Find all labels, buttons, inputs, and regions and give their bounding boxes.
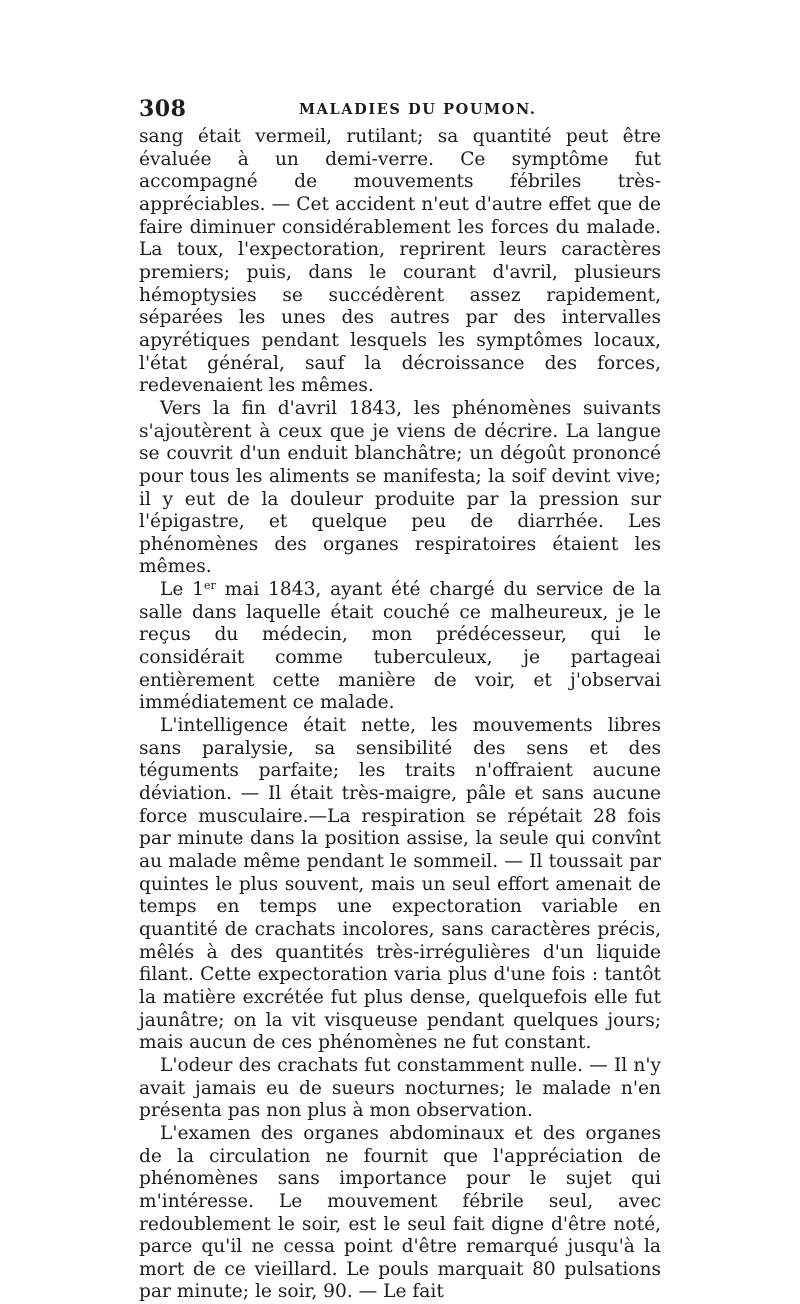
paragraph-1: sang était vermeil, rutilant; sa quantité peut être évaluée à un demi-verre. Ce symptôme fut accompagné de mouvements fébriles très-appréciables. — Cet accident n'eut d'autre effet que de faire diminuer considérablement les forces du malade. La toux, l'expectoration, reprirent leurs caractères premiers; puis, dans le courant d'avril, plusieurs hémoptysies se succédèrent assez rapidement, séparées les unes des autres par des intervalles apyrétiques pendant lesquels les symptômes locaux, l'état général, sauf la décroissance des forces, redevenaient les mêmes. [139, 126, 661, 397]
paragraph-4: L'intelligence était nette, les mouvements libres sans paralysie, sa sensibilité des sens et des téguments parfaite; les traits n'offraient aucune déviation. — Il était très-maigre, pâle et sans aucune force musculaire.—La respiration se répétait 28 fois par minute dans la position assise, la seule qui convînt au malade même pendant le sommeil. — Il toussait par quintes le plus souvent, mais un seul effort amenait de temps en temps une expectoration variable en quantité de crachats incolores, sans caractères précis, mêlés à des quantités très-irrégulières d'un liquide filant. Cette expectoration varia plus d'une fois : tantôt la matière excrétée fut plus dense, quelquefois elle fut jaunâtre; on la vit visqueuse pendant quelques jours; mais aucun de ces phénomènes ne fut constant. [139, 715, 661, 1054]
running-title: MALADIES DU POUMON. [299, 101, 537, 118]
paragraph-3 [139, 579, 661, 715]
ordinal-superscript: er [204, 579, 216, 593]
page-header [139, 96, 661, 122]
paragraph-2: Vers la fin d'avril 1843, les phénomènes suivants s'ajoutèrent à ceux que je viens de décrire. La langue se couvrit d'un enduit blanchâtre; un dégoût prononcé pour tous les aliments se manifesta; la soif devint vive; il y eut de la douleur produite par la pression sur l'épigastre, et quelque peu de diarrhée. Les phénomènes des organes respiratoires étaient les mêmes. [139, 397, 661, 578]
paragraph-3-rest: mai 1843, ayant été chargé du service de la salle dans laquelle était couché ce malheureux, je le reçus du médecin, mon prédécesseur, qui le considérait comme tuberculeux, je partageai entièrement cette manière de voir, et j'observai immédiatement ce malade. [139, 579, 662, 714]
paragraph-5: L'odeur des crachats fut constamment nulle. — Il n'y avait jamais eu de sueurs nocturnes; le malade n'en présenta pas non plus à mon observation. [139, 1054, 661, 1122]
body-text [139, 126, 661, 1304]
paragraph-3-start: Le 1 [160, 579, 204, 601]
paragraph-6: L'examen des organes abdominaux et des organes de la circulation ne fournit que l'appréciation de phénomènes sans importance pour le sujet qui m'intéresse. Le mouvement fébrile seul, avec redoublement le soir, est le seul fait digne d'être noté, parce qu'il ne cessa point d'être remarqué jusqu'à la mort de ce vieillard. Le pouls marquait 80 pulsations par minute; le soir, 90. — Le fait [139, 1122, 661, 1303]
page-number: 308 [139, 96, 187, 122]
